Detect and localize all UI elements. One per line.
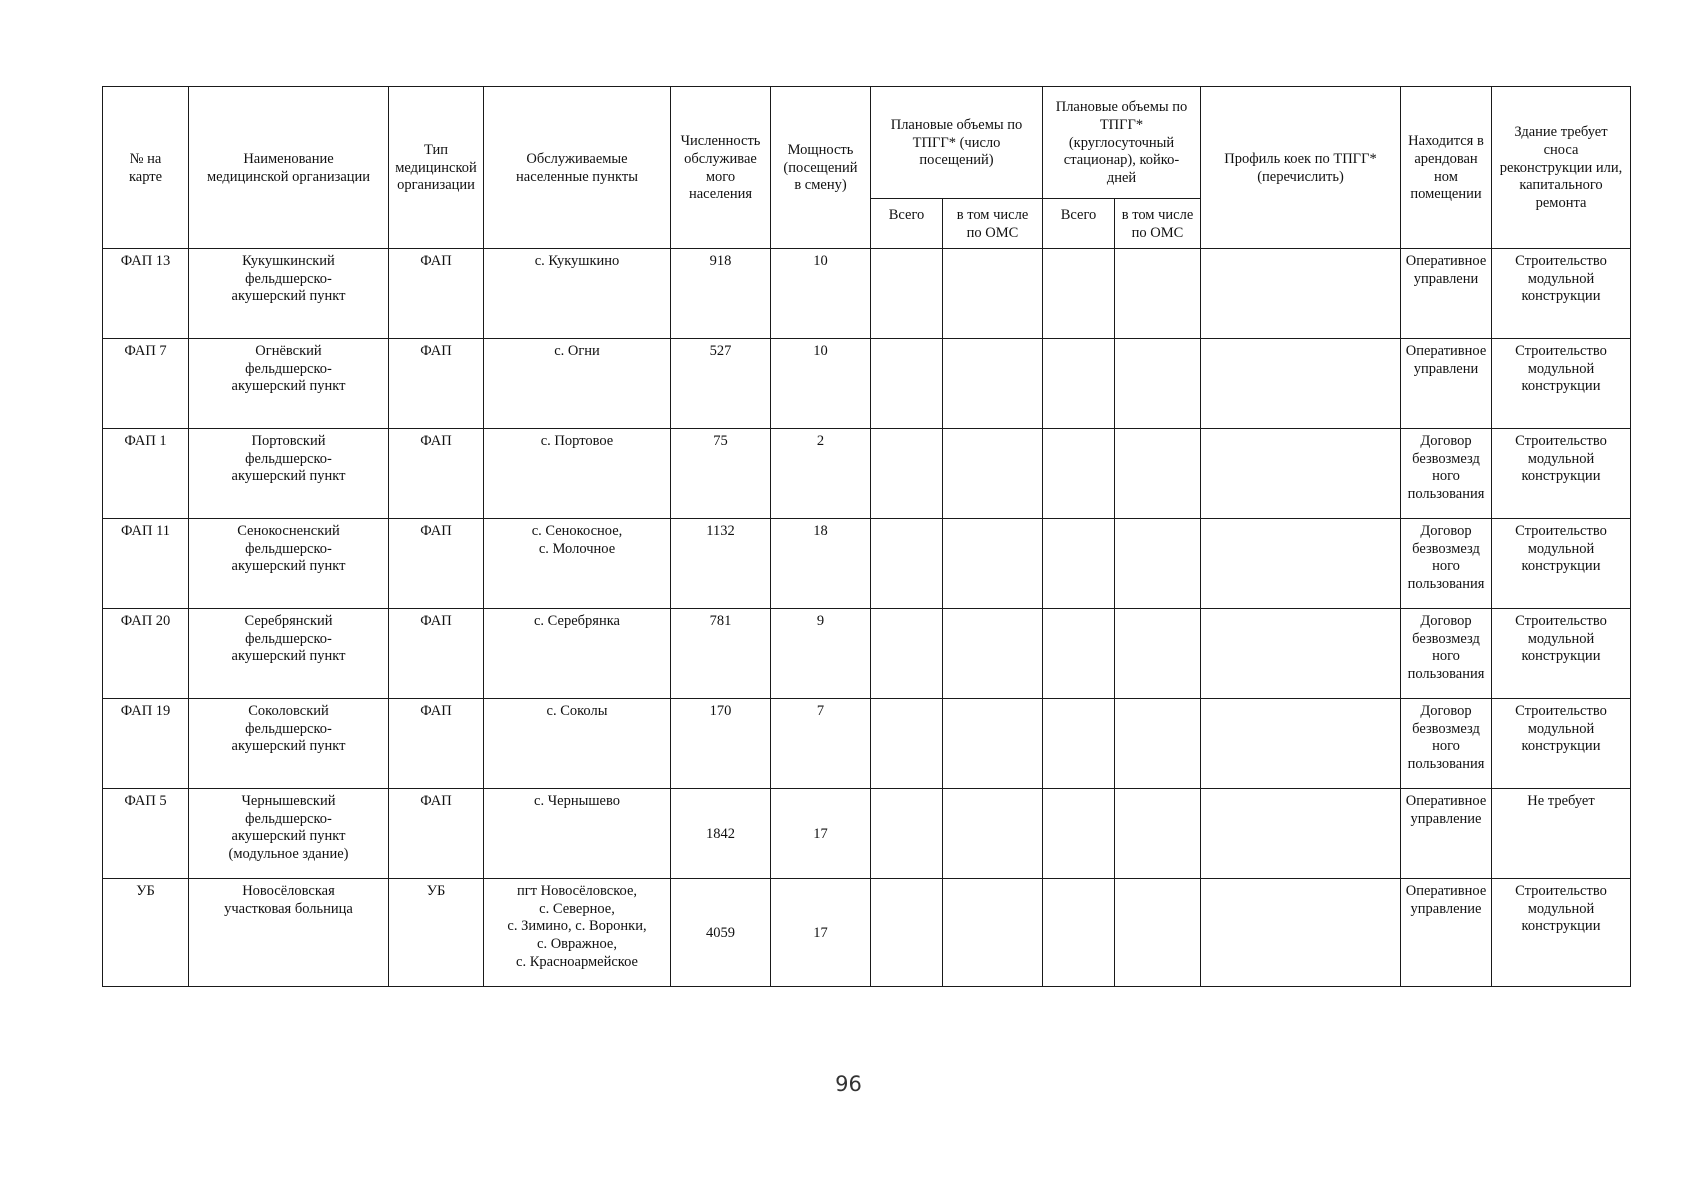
cell-rented: Договор безвозмезд ного пользования	[1401, 519, 1492, 609]
cell-visits-oms	[943, 699, 1043, 789]
cell-rented: Оперативное управлени	[1401, 339, 1492, 429]
cell-visits-total	[871, 519, 943, 609]
header-population: Численность обслуживае мого населения	[671, 87, 771, 249]
cell-bed-profile	[1201, 339, 1401, 429]
cell-capacity: 17	[771, 879, 871, 987]
header-name: Наименование медицинской организации	[189, 87, 389, 249]
cell-beds-total	[1043, 519, 1115, 609]
cell-beds-oms	[1115, 519, 1201, 609]
cell-capacity: 2	[771, 429, 871, 519]
cell-population: 918	[671, 249, 771, 339]
cell-visits-total	[871, 699, 943, 789]
header-settlements: Обслуживаемые населенные пункты	[484, 87, 671, 249]
cell-type: ФАП	[389, 609, 484, 699]
header-capacity: Мощность (посещений в смену)	[771, 87, 871, 249]
cell-visits-oms	[943, 519, 1043, 609]
cell-bed-profile	[1201, 519, 1401, 609]
cell-population: 75	[671, 429, 771, 519]
table-row	[103, 879, 1631, 987]
header-beds-total: Всего	[1043, 199, 1115, 249]
cell-settlements: с. Соколы	[484, 699, 671, 789]
header-num: № на карте	[103, 87, 189, 249]
cell-name: Огнёвский фельдшерско- акушерский пункт	[189, 339, 389, 429]
cell-population: 527	[671, 339, 771, 429]
cell-capacity: 17	[771, 789, 871, 879]
cell-population: 1842	[671, 789, 771, 879]
cell-population: 170	[671, 699, 771, 789]
cell-visits-total	[871, 789, 943, 879]
cell-visits-oms	[943, 609, 1043, 699]
cell-building: Строительство модульной конструкции	[1492, 249, 1631, 339]
cell-capacity: 10	[771, 249, 871, 339]
cell-beds-oms	[1115, 609, 1201, 699]
cell-beds-total	[1043, 699, 1115, 789]
header-bed-profile: Профиль коек по ТПГГ* (перечислить)	[1201, 87, 1401, 249]
table-row	[103, 249, 1631, 339]
cell-visits-total	[871, 609, 943, 699]
cell-beds-oms	[1115, 339, 1201, 429]
cell-beds-total	[1043, 339, 1115, 429]
cell-building: Строительство модульной конструкции	[1492, 429, 1631, 519]
cell-building: Не требует	[1492, 789, 1631, 879]
header-visits-oms: в том числе по ОМС	[943, 199, 1043, 249]
cell-settlements: пгт Новосёловское, с. Северное, с. Зимино, с. Воронки, с. Овражное, с. Красноармейское	[484, 879, 671, 987]
cell-beds-total	[1043, 429, 1115, 519]
cell-beds-total	[1043, 789, 1115, 879]
cell-capacity: 10	[771, 339, 871, 429]
cell-bed-profile	[1201, 249, 1401, 339]
cell-bed-profile	[1201, 609, 1401, 699]
table-row	[103, 609, 1631, 699]
cell-visits-total	[871, 339, 943, 429]
cell-type: ФАП	[389, 429, 484, 519]
cell-visits-total	[871, 249, 943, 339]
cell-beds-oms	[1115, 699, 1201, 789]
facilities-table	[102, 86, 1631, 987]
cell-visits-oms	[943, 879, 1043, 987]
header-building: Здание требует сноса реконструкции или, капитального ремонта	[1492, 87, 1631, 249]
header-rented: Находится в арендован ном помещении	[1401, 87, 1492, 249]
cell-bed-profile	[1201, 699, 1401, 789]
cell-beds-total	[1043, 609, 1115, 699]
cell-bed-profile	[1201, 429, 1401, 519]
cell-building: Строительство модульной конструкции	[1492, 879, 1631, 987]
cell-rented: Оперативное управлени	[1401, 249, 1492, 339]
table-row	[103, 789, 1631, 879]
cell-name: Сенокосненский фельдшерско- акушерский пункт	[189, 519, 389, 609]
cell-settlements: с. Портовое	[484, 429, 671, 519]
cell-name: Кукушкинский фельдшерско- акушерский пункт	[189, 249, 389, 339]
cell-building: Строительство модульной конструкции	[1492, 339, 1631, 429]
cell-beds-total	[1043, 249, 1115, 339]
cell-num: ФАП 20	[103, 609, 189, 699]
cell-visits-oms	[943, 789, 1043, 879]
cell-building: Строительство модульной конструкции	[1492, 609, 1631, 699]
cell-beds-oms	[1115, 789, 1201, 879]
cell-capacity: 9	[771, 609, 871, 699]
table-row	[103, 429, 1631, 519]
table-row	[103, 339, 1631, 429]
header-type: Тип медицинской организации	[389, 87, 484, 249]
cell-num: ФАП 13	[103, 249, 189, 339]
cell-building: Строительство модульной конструкции	[1492, 699, 1631, 789]
page-number: 96	[835, 1072, 862, 1096]
cell-num: ФАП 5	[103, 789, 189, 879]
cell-name: Портовский фельдшерско- акушерский пункт	[189, 429, 389, 519]
cell-bed-profile	[1201, 879, 1401, 987]
cell-type: ФАП	[389, 339, 484, 429]
cell-beds-total	[1043, 879, 1115, 987]
cell-settlements: с. Кукушкино	[484, 249, 671, 339]
cell-capacity: 18	[771, 519, 871, 609]
cell-num: ФАП 1	[103, 429, 189, 519]
header-beds-oms: в том числе по ОМС	[1115, 199, 1201, 249]
cell-visits-oms	[943, 339, 1043, 429]
cell-rented: Договор безвозмезд ного пользования	[1401, 699, 1492, 789]
cell-type: ФАП	[389, 249, 484, 339]
cell-settlements: с. Серебрянка	[484, 609, 671, 699]
cell-num: ФАП 7	[103, 339, 189, 429]
header-planned-bed-days: Плановые объемы по ТПГГ* (круглосуточный стационар), койко- дней	[1043, 87, 1201, 199]
cell-capacity: 7	[771, 699, 871, 789]
cell-name: Соколовский фельдшерско- акушерский пункт	[189, 699, 389, 789]
cell-num: УБ	[103, 879, 189, 987]
cell-visits-total	[871, 429, 943, 519]
table-row	[103, 519, 1631, 609]
cell-rented: Договор безвозмезд ного пользования	[1401, 609, 1492, 699]
cell-name: Новосёловская участковая больница	[189, 879, 389, 987]
cell-building: Строительство модульной конструкции	[1492, 519, 1631, 609]
cell-beds-oms	[1115, 879, 1201, 987]
cell-population: 1132	[671, 519, 771, 609]
cell-population: 4059	[671, 879, 771, 987]
cell-rented: Оперативное управление	[1401, 789, 1492, 879]
cell-visits-oms	[943, 429, 1043, 519]
cell-num: ФАП 19	[103, 699, 189, 789]
cell-bed-profile	[1201, 789, 1401, 879]
cell-num: ФАП 11	[103, 519, 189, 609]
cell-name: Серебрянский фельдшерско- акушерский пункт	[189, 609, 389, 699]
cell-population: 781	[671, 609, 771, 699]
cell-type: ФАП	[389, 519, 484, 609]
cell-type: УБ	[389, 879, 484, 987]
cell-visits-total	[871, 879, 943, 987]
cell-rented: Договор безвозмезд ного пользования	[1401, 429, 1492, 519]
header-planned-visits: Плановые объемы по ТПГГ* (число посещений)	[871, 87, 1043, 199]
cell-rented: Оперативное управление	[1401, 879, 1492, 987]
cell-type: ФАП	[389, 789, 484, 879]
cell-beds-oms	[1115, 249, 1201, 339]
cell-settlements: с. Сенокосное, с. Молочное	[484, 519, 671, 609]
header-visits-total: Всего	[871, 199, 943, 249]
cell-visits-oms	[943, 249, 1043, 339]
cell-name: Чернышевский фельдшерско- акушерский пункт (модульное здание)	[189, 789, 389, 879]
table-row	[103, 699, 1631, 789]
cell-type: ФАП	[389, 699, 484, 789]
cell-settlements: с. Огни	[484, 339, 671, 429]
cell-beds-oms	[1115, 429, 1201, 519]
cell-settlements: с. Чернышево	[484, 789, 671, 879]
